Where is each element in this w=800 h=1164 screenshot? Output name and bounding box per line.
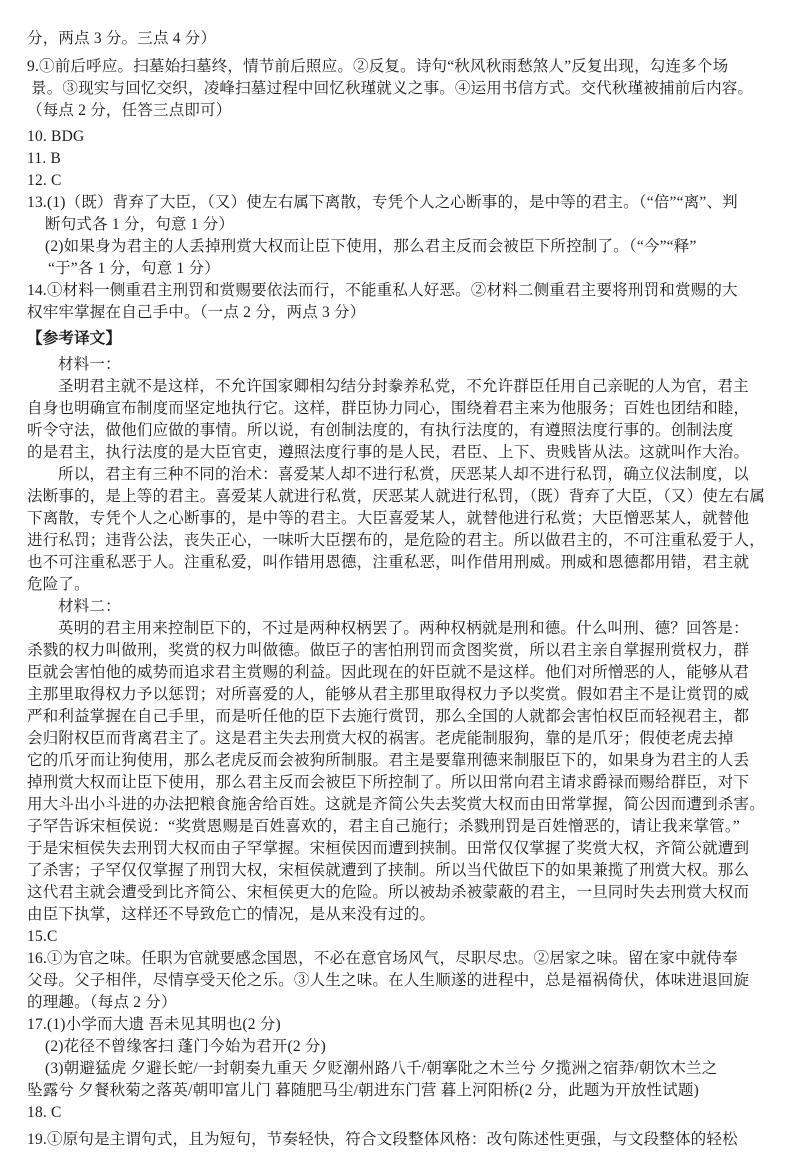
text-line: 断句式各 1 分，句意 1 分） — [45, 216, 235, 233]
text-line: 子罕告诉宋桓侯说：“奖赏恩赐是百姓喜欢的，君主自己施行；杀戮刑罚是百姓憎恶的，请让我来掌管。” — [27, 818, 740, 835]
text-line: 进行私罚；违背公法，丧失正心，一味听大臣摆布的，是危险的君主。所以做君主的，不可注重私爱于人， — [27, 532, 765, 549]
text-line: 的是君主，执行法度的是大臣官吏，遵照法度行事的是人民，君臣、上下、贵贱皆从法。这就叫作大治。 — [27, 444, 750, 461]
text-line: 英明的君主用来控制臣下的，不过是两种权柄罢了。两种权柄就是刑和德。什么叫刑、德？回答是： — [58, 620, 749, 637]
text-line: 18. C — [27, 1104, 62, 1121]
text-line: 法断事的，是上等的君主。喜爱某人就进行私赏，厌恶某人就进行私罚，（既）背弃了大臣，（又）使左右属 — [27, 488, 766, 505]
text-line: 9.①前后呼应。扫墓始扫墓终，情节前后照应。②反复。诗句“秋风秋雨愁煞人”反复出现，勾连多个场 — [27, 58, 729, 75]
text-line: 杀戮的权力叫做刑，奖赏的权力叫做德。做臣子的害怕刑罚而贪图奖赏，所以君主亲自掌握刑赏权力，群 — [27, 642, 750, 659]
text-line: 16.①为官之味。任职为官就要感念国恩，不必在意官场风气，尽职尽忠。②居家之味。留在家中就侍奉 — [27, 950, 738, 967]
text-line: 【参考译文】 — [27, 330, 122, 347]
text-line: 11. B — [27, 150, 62, 167]
text-line: 所以，君主有三种不同的治术：喜爱某人却不进行私赏，厌恶某人却不进行私罚，确立仪法制度，以 — [58, 466, 749, 483]
text-line: 材料一： — [58, 356, 121, 373]
text-line: 19.①原句是主谓句式，且为短句，节奏轻快，符合文段整体风格：改句陈述性更强，与文段整体的轻松 — [27, 1131, 738, 1148]
text-line: 13.(1)（既）背弃了大臣，（又）使左右属下离散，专凭个人之心断事的，是中等的君主。（“倍”“离”、判 — [27, 194, 738, 211]
text-line: 会归附权臣而背离君主了。这是君主失去刑赏大权的祸害。老虎能制服狗，靠的是爪牙；假使老虎去掉 — [27, 730, 734, 747]
text-line: 圣明君主就不是这样，不允许国家卿相勾结分封豢养私党，不允许群臣任用自己亲昵的人为官，君主 — [58, 378, 749, 395]
text-line: (2)花径不曾缘客扫 蓬门今始为君开(2 分) — [45, 1038, 326, 1055]
text-line: 危险了。 — [27, 576, 90, 593]
text-line: 下离散，专凭个人之心断事的，是中等的君主。大臣喜爱某人，就替他进行私赏；大臣憎恶某人，就替他 — [27, 510, 750, 527]
document-body — [27, 28, 774, 1151]
text-line: 权牢牢掌握在自己手中。（一点 2 分，两点 3 分） — [27, 304, 366, 321]
text-line: (2)如果身为君主的人丢掉刑赏大权而让臣下使用，那么君主反而会被臣下所控制了。（“今”“释” — [45, 238, 697, 255]
text-line: 由臣下执掌，这样还不导致危亡的情况，是从来没有过的。 — [27, 906, 436, 923]
text-line: 10. BDG — [27, 128, 85, 145]
text-line: 了杀害；子罕仅仅掌握了刑罚大权，宋桓侯就遭到了挟制。所以当代做臣下的如果兼揽了刑赏大权。那么 — [27, 862, 750, 879]
text-line: 严和利益掌握在自己手里，而是听任他的臣下去施行赏罚，那么全国的人就都会害怕权臣而轻视君主，都 — [27, 708, 750, 725]
text-line: 17.(1)小学而大遗 吾未见其明也(2 分) — [27, 1016, 281, 1033]
text-line: 于是宋桓侯失去刑罚大权而由子罕掌握。宋桓侯因而遭到挟制。田常仅仅掌握了奖赏大权，齐简公就遭到 — [27, 840, 750, 857]
text-line: （每点 2 分，任答三点即可） — [27, 102, 232, 119]
text-line: “于”各 1 分，句意 1 分） — [48, 260, 220, 277]
text-line: 15.C — [27, 928, 58, 945]
text-line: 分，两点 3 分。三点 4 分） — [27, 30, 217, 47]
text-line: 掉刑赏大权而让臣下使用，那么君主反而会被臣下所控制了。所以田常向君主请求爵禄而赐给群臣，对下 — [27, 774, 750, 791]
text-line: 主那里取得权力予以惩罚；对所喜爱的人，能够从君主那里取得权力予以奖赏。假如君主不是让赏罚的威 — [27, 686, 750, 703]
text-line: 坠露兮 夕餐秋菊之落英/朝叩富儿门 暮随肥马尘/朝进东门营 暮上河阳桥(2 分，此题为开放性试题) — [27, 1082, 699, 1099]
text-line: 用大斗出小斗进的办法把粮食施舍给百姓。这就是齐简公失去奖赏大权而由田常掌握，简公因而遭到杀害。 — [27, 796, 765, 813]
text-line: 听令守法，做他们应做的事情。所以说，有创制法度的，有执行法度的，有遵照法度行事的。创制法度 — [27, 422, 734, 439]
text-line: 父母。父子相伴，尽情享受天伦之乐。③人生之味。在人生顺遂的进程中，总是福祸倚伏，体味进退回旋 — [27, 972, 750, 989]
text-line: 12. C — [27, 172, 62, 189]
text-line: 景。③现实与回忆交织，凌峰扫墓过程中回忆秋瑾就义之事。④运用书信方式。交代秋瑾被捕前后内容。 — [31, 80, 754, 97]
text-line: 14.①材料一侧重君主刑罚和赏赐要依法而行，不能重私人好恶。②材料二侧重君主要将刑罚和赏赐的大 — [27, 282, 738, 299]
text-line: 它的爪牙而让狗使用，那么老虎反而会被狗所制服。君主是要靠刑德来制服臣下的，如果身为君主的人丢 — [27, 752, 750, 769]
text-line: 的理趣。（每点 2 分） — [27, 994, 177, 1011]
text-line: 这代君主就会遭受到比齐简公、宋桓侯更大的危险。所以被劫杀被蒙蔽的君主，一旦同时失去刑赏大权而 — [27, 884, 750, 901]
text-line: 自身也明确宣布制度而坚定地执行它。这样，群臣协力同心，围绕着君主来为他服务；百姓也团结和睦， — [27, 400, 750, 417]
text-line: 臣就会害怕他的威势而追求君主赏赐的利益。因此现在的奸臣就不是这样。他们对所憎恶的人，能够从君 — [27, 664, 750, 681]
text-line: (3)朝避猛虎 夕避长蛇/一封朝奏九重天 夕贬潮州路八千/朝搴阰之木兰兮 夕揽洲之宿莽/朝饮木兰之 — [45, 1060, 718, 1077]
text-line: 也不可注重私恶于人。注重私爱，叫作错用恩德，注重私恶，叫作借用刑威。刑威和恩德都用错，君主就 — [27, 554, 750, 571]
text-line: 材料二： — [58, 598, 121, 615]
